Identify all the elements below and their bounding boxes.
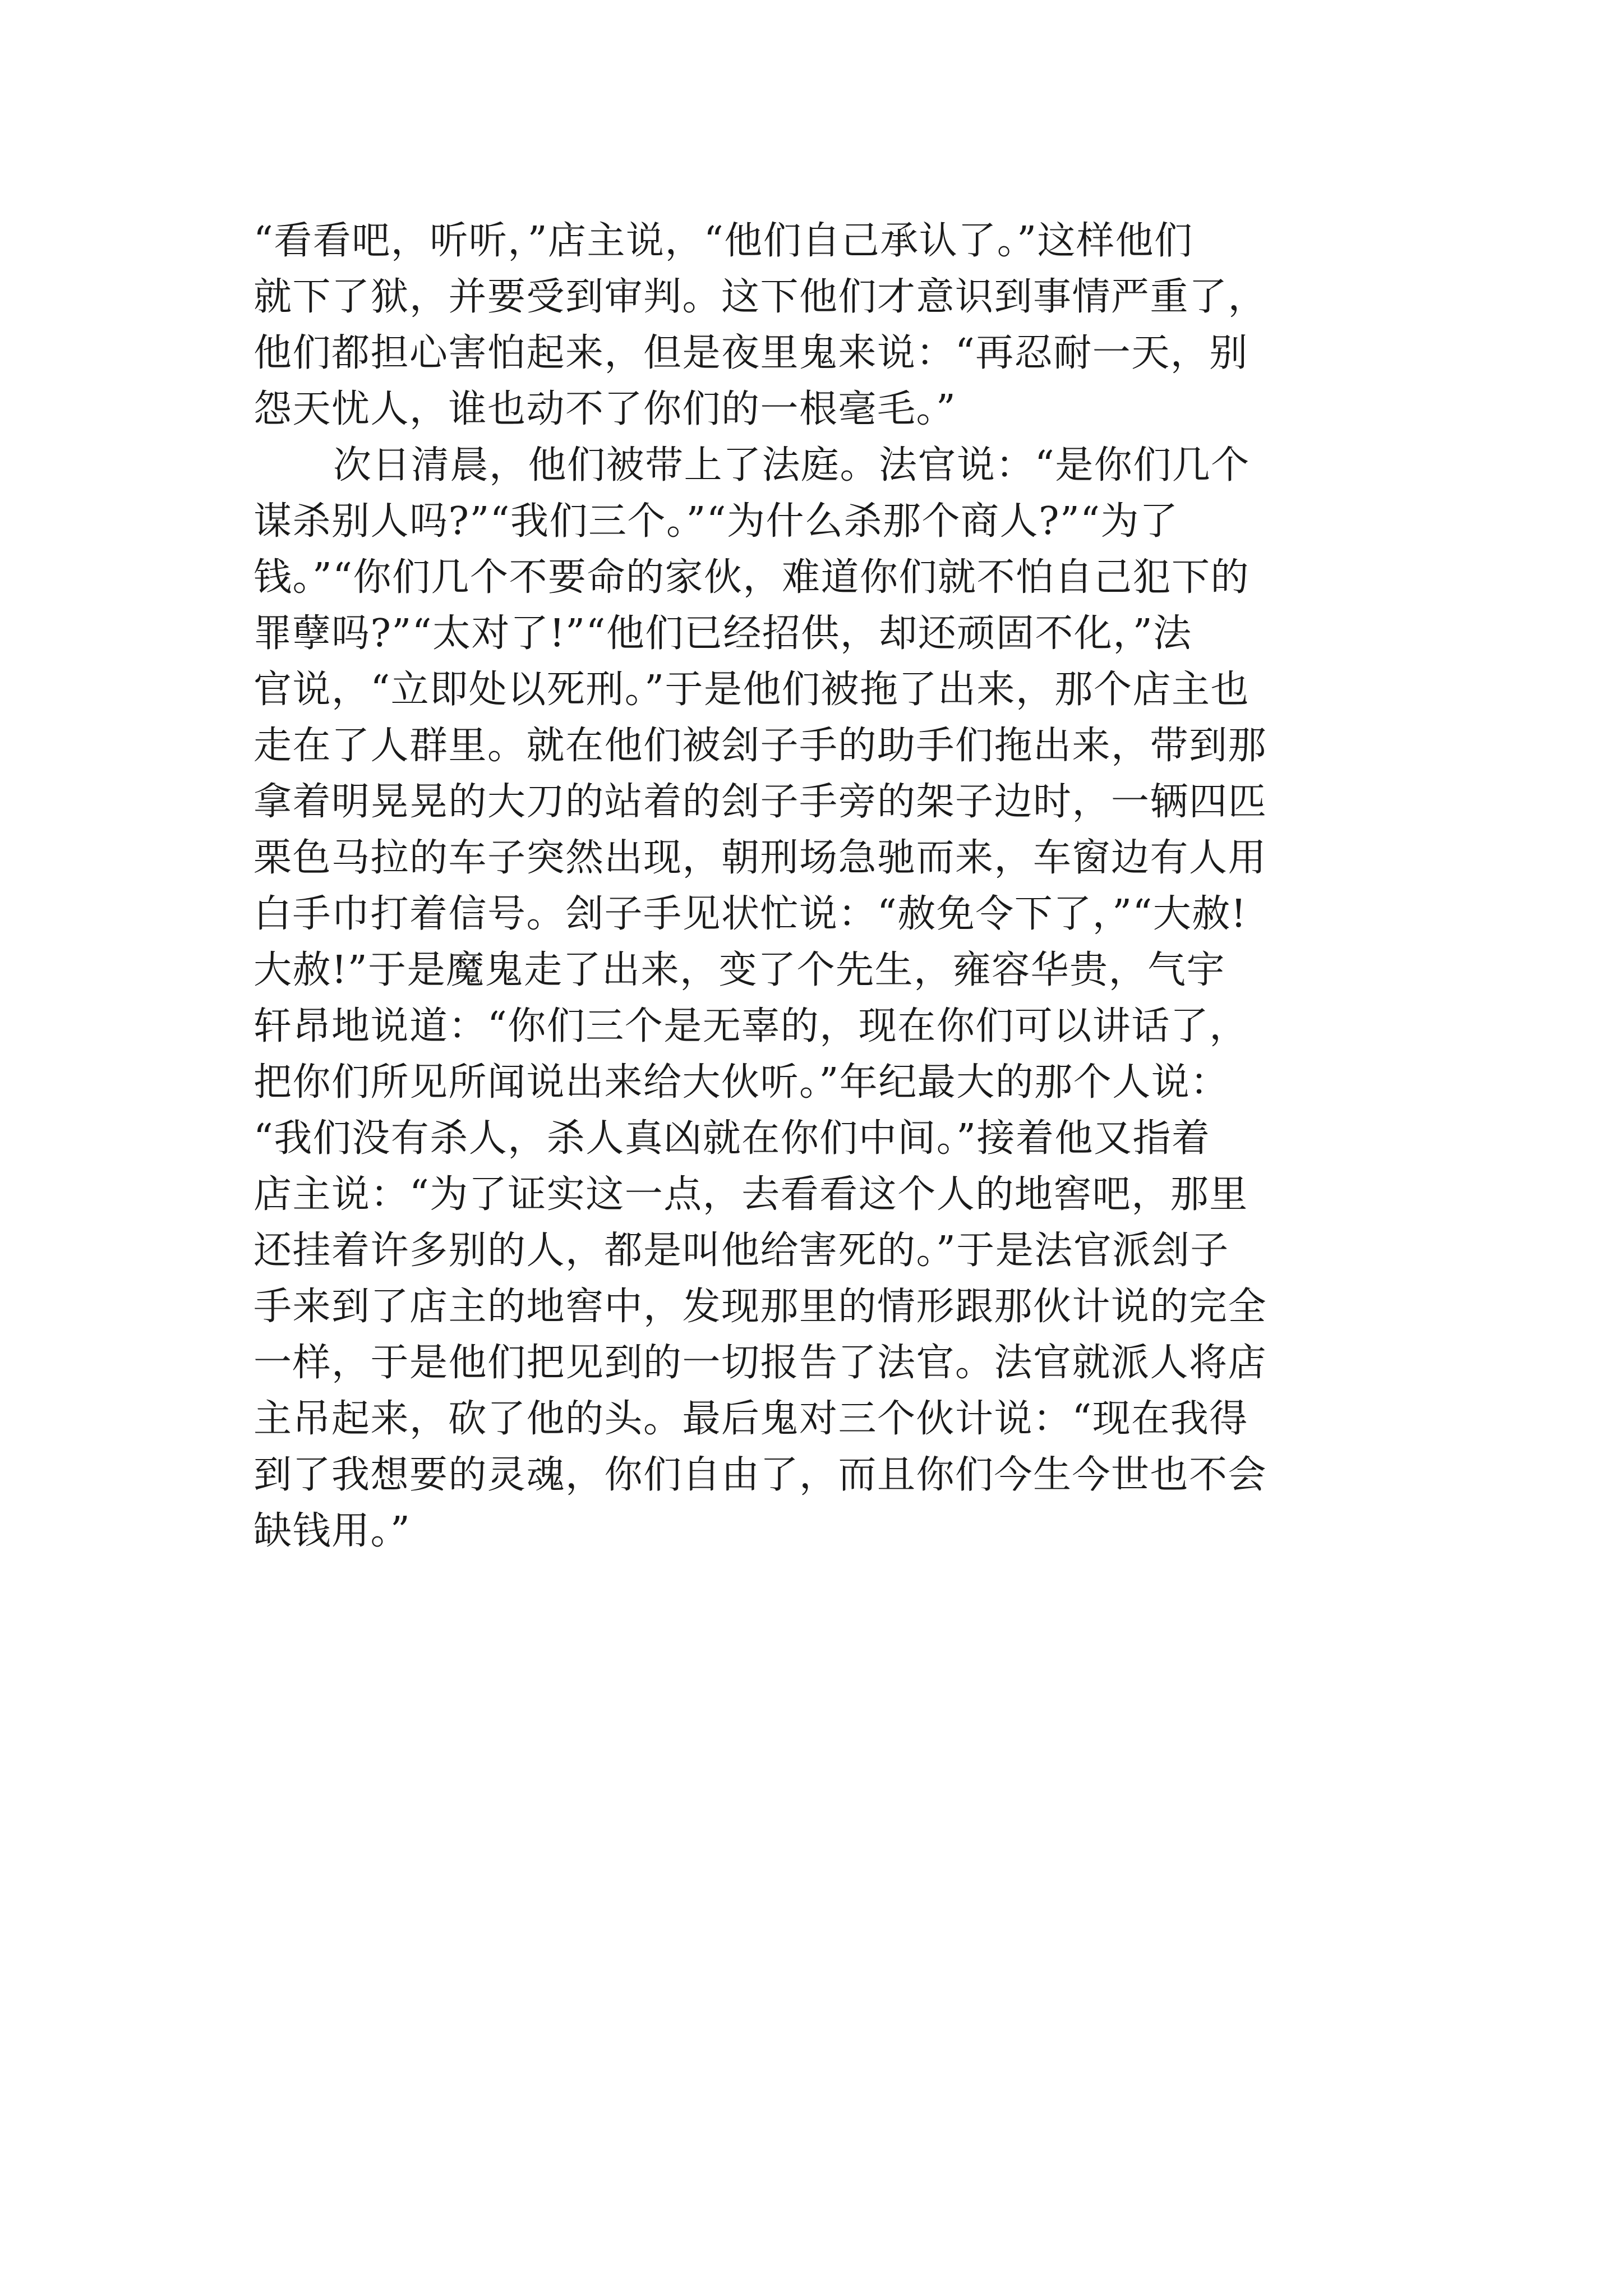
text-line: 把你们所见所闻说出来给大伙听。”年纪最大的那个人说： bbox=[253, 1060, 1229, 1105]
text-line: 拿着明晃晃的大刀的站着的刽子手旁的架子边时，一辆四匹 bbox=[253, 780, 1267, 824]
text-line: 还挂着许多别的人，都是叫他给害死的。”于是法官派刽子 bbox=[253, 1228, 1229, 1273]
text-line: 主吊起来，砍了他的头。最后鬼对三个伙计说：“现在我得 bbox=[253, 1397, 1248, 1441]
text-line: 走在了人群里。就在他们被刽子手的助手们拖出来，带到那 bbox=[253, 724, 1267, 768]
text-line: 他们都担心害怕起来，但是夜里鬼来说：“再忍耐一天，别 bbox=[253, 331, 1248, 375]
text-line: 钱。”“你们几个不要命的家伙，难道你们就不怕自己犯下的 bbox=[253, 555, 1250, 600]
text-line: 轩昂地说道：“你们三个是无辜的，现在你们可以讲话了， bbox=[253, 1004, 1248, 1048]
text-line: 白手巾打着信号。刽子手见状忙说：“赦免令下了，”“大赦! bbox=[253, 892, 1247, 936]
text-line: 手来到了店主的地窖中，发现那里的情形跟那伙计说的完全 bbox=[253, 1285, 1267, 1329]
text-line: “我们没有杀人，杀人真凶就在你们中间。”接着他又指着 bbox=[253, 1116, 1211, 1161]
paragraph-first-line: 次日清晨，他们被带上了法庭。法官说：“是你们几个 bbox=[333, 443, 1250, 487]
text-line: 缺钱用。” bbox=[253, 1509, 411, 1553]
text-line: 罪孽吗?”“太对了!”“他们已经招供，却还顽固不化，”法 bbox=[253, 611, 1192, 656]
text-line: 就下了狱，并要受到审判。这下他们才意识到事情严重了， bbox=[253, 275, 1267, 319]
text-line: 怨天忧人，谁也动不了你们的一根毫毛。” bbox=[253, 387, 957, 431]
text-line: 官说，“立即处以死刑。”于是他们被拖了出来，那个店主也 bbox=[253, 668, 1250, 712]
text-line: 一样，于是他们把见到的一切报告了法官。法官就派人将店 bbox=[253, 1341, 1267, 1385]
text-line: 到了我想要的灵魂，你们自由了，而且你们今生今世也不会 bbox=[253, 1453, 1267, 1497]
text-line: 大赦!”于是魔鬼走了出来，变了个先生，雍容华贵，气宇 bbox=[253, 948, 1226, 992]
text-line: 栗色马拉的车子突然出现，朝刑场急驰而来，车窗边有人用 bbox=[253, 836, 1267, 880]
text-line: “看看吧，听听，”店主说，“他们自己承认了。”这样他们 bbox=[253, 219, 1193, 263]
text-line: 谋杀别人吗?”“我们三个。”“为什么杀那个商人?”“为了 bbox=[253, 499, 1179, 544]
text-line: 店主说：“为了证实这一点，去看看这个人的地窖吧，那里 bbox=[253, 1172, 1248, 1217]
